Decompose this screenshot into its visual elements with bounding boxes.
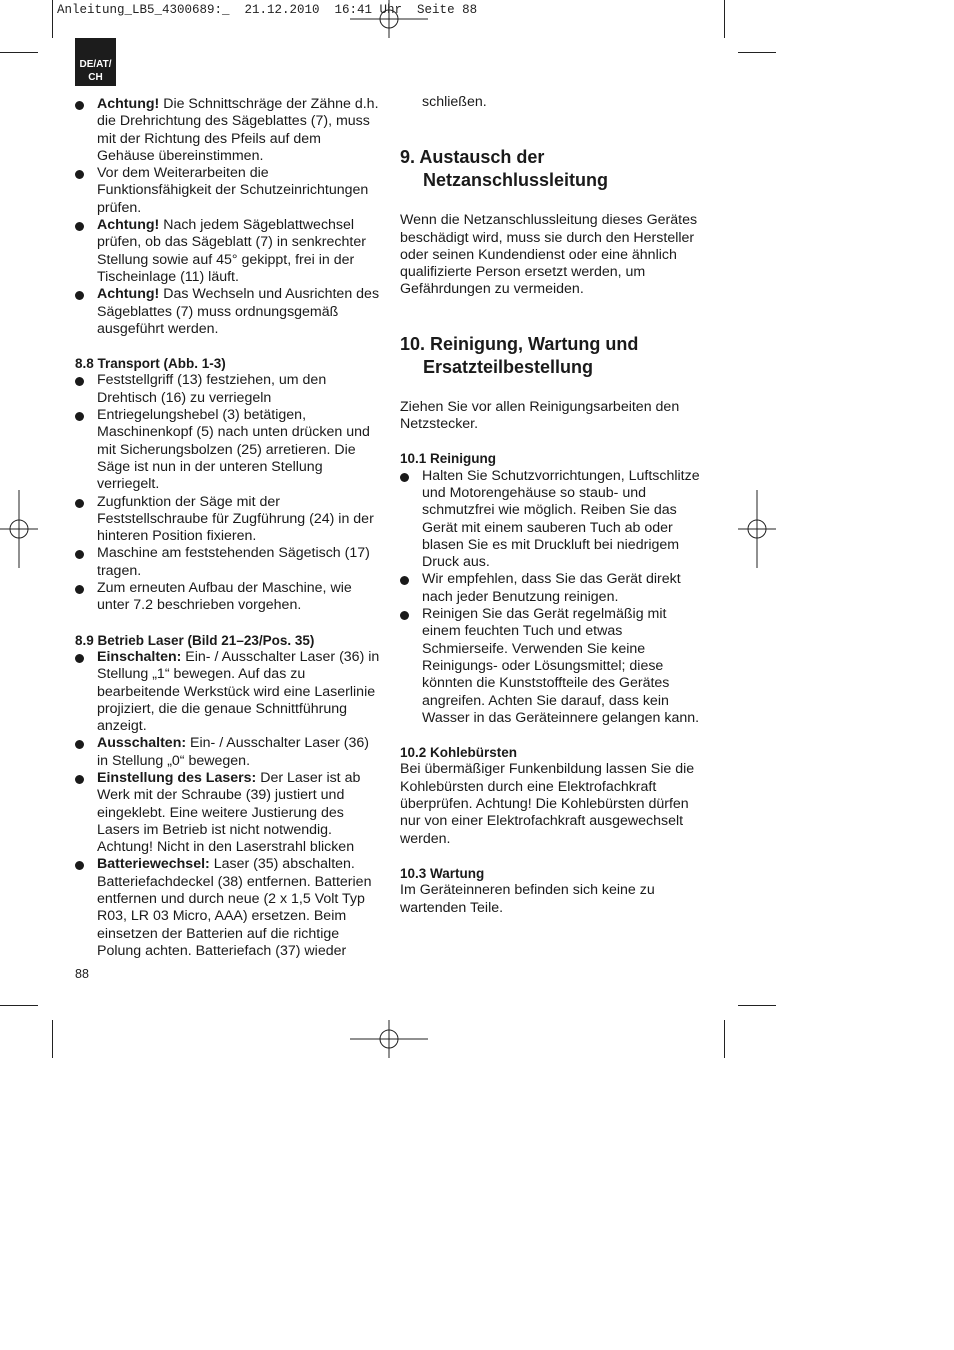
crop-mark	[724, 0, 725, 38]
crop-mark	[0, 52, 38, 53]
list-item: Wir empfehlen, dass Sie das Gerät direkt nach jeder Benutzung reinigen.	[400, 571, 705, 606]
list-item: Maschine am feststehenden Sägetisch (17) tragen.	[75, 545, 380, 580]
subheading-wartung: 10.3 Wartung	[400, 865, 485, 881]
continuation-text: schließen.	[422, 94, 487, 110]
list-item: Reinigen Sie das Gerät regelmäßig mit einem feuchten Tuch und etwas Schmierseife. Verwenden Sie keine Reinigungs- oder Lösungsmittel; diese könnten die Kunststoffteile des Gerätes angreifen. Achten Sie darauf, dass kein Wasser in das Geräteinnere gelangen kann.	[400, 606, 705, 727]
language-badge: DE/AT/ CH	[75, 38, 116, 86]
crop-mark	[738, 52, 776, 53]
left-column	[75, 96, 380, 960]
list-item: Vor dem Weiterarbeiten die Funktionsfähigkeit der Schutzeinrichtungen prüfen.	[75, 165, 380, 217]
list-item: Einstellung des Lasers: Der Laser ist ab Werk mit der Schraube (39) justiert und eingeklebt. Eine weitere Justierung des Lasers im Betrieb ist nicht notwendig. Achtung! Nicht in den Laserstrahl blicken	[75, 770, 380, 856]
safety-list	[75, 96, 380, 338]
list-item: Entriegelungshebel (3) betätigen, Maschinenkopf (5) nach unten drücken und mit Sicherungsbolzen (25) arretieren. Die Säge ist nun in der unteren Stellung verriegelt.	[75, 407, 380, 493]
registration-mark-icon	[350, 1020, 428, 1058]
heading-section-10: 10. Reinigung, Wartung und Ersatzteilbestellung	[400, 333, 639, 377]
page-number: 88	[75, 967, 89, 981]
list-item: Achtung! Nach jedem Sägeblattwechsel prüfen, ob das Sägeblatt (7) in senkrechter Stellung sowie auf 45° gekippt, frei in der Tischeinlage (11) läuft.	[75, 217, 380, 286]
subheading-reinigung: 10.1 Reinigung	[400, 451, 497, 467]
list-item: Zum erneuten Aufbau der Maschine, wie unter 7.2 beschrieben vorgehen.	[75, 580, 380, 615]
section-heading-transport: 8.8 Transport (Abb. 1-3)	[75, 356, 226, 372]
paragraph: Im Geräteinneren befinden sich keine zu wartenden Teile.	[400, 882, 655, 916]
paragraph: Bei übermäßiger Funkenbildung lassen Sie die Kohlebürsten durch eine Elektrofachkraft überprüfen. Achtung! Die Kohlebürsten dürfen nur von einer Elektrofachkraft ausgewechselt werden.	[400, 761, 695, 847]
subheading-kohlebuersten: 10.2 Kohlebürsten	[400, 745, 518, 761]
list-item: Halten Sie Schutzvorrichtungen, Luftschlitze und Motorengehäuse so staub- und schmutzfrei wie möglich. Reiben Sie das Gerät mit einem sauberen Tuch ab oder blasen Sie es mit Druckluft bei niedrigem Druck aus.	[400, 468, 705, 572]
crop-mark	[52, 1020, 53, 1058]
paragraph: Ziehen Sie vor allen Reinigungsarbeiten den Netzstecker.	[400, 398, 680, 433]
heading-section-9: 9. Austausch der Netzanschlussleitung	[400, 147, 609, 191]
paragraph: Wenn die Netzanschlussleitung dieses Gerätes beschädigt wird, muss sie durch den Hersteller oder seinen Kundendienst oder eine ähnlich qualifizierte Person ersetzt werden, um Gefährdungen zu vermeiden.	[400, 212, 698, 298]
laser-list	[75, 649, 380, 960]
list-item: Batteriewechsel: Laser (35) abschalten. Batteriefachdeckel (38) entfernen. Batterien entfernen und durch neue (2 x 1,5 Volt Typ R03, LR 03 Micro, AAA) ersetzen. Beim einsetzen der Batterien auf die richtige Polung achten. Batteriefach (37) wieder	[75, 856, 380, 960]
crop-mark	[738, 1005, 776, 1006]
list-item: Achtung! Das Wechseln und Ausrichten des Sägeblattes (7) muss ordnungsgemäß ausgeführt werden.	[75, 286, 380, 338]
cleaning-list	[400, 468, 705, 727]
registration-mark-icon	[0, 490, 38, 568]
section-heading-laser: 8.9 Betrieb Laser (Bild 21–23/Pos. 35)	[75, 632, 315, 648]
right-column	[400, 94, 705, 917]
crop-mark	[724, 1020, 725, 1058]
list-item: Feststellgriff (13) festziehen, um den Drehtisch (16) zu verriegeln	[75, 372, 380, 407]
list-item: Einschalten: Ein- / Ausschalter Laser (36) in Stellung „1“ bewegen. Auf das zu bearbeitende Werkstück wird eine Laserlinie projiziert, die die genaue Schnittführung anzeigt.	[75, 649, 380, 735]
list-item: Ausschalten: Ein- / Ausschalter Laser (36) in Stellung „0“ bewegen.	[75, 735, 380, 770]
list-item: Achtung! Die Schnittschräge der Zähne d.h. die Drehrichtung des Sägeblattes (7), muss mit der Richtung des Pfeils auf dem Gehäuse übereinstimmen.	[75, 96, 380, 165]
print-slug: Anleitung_LB5_4300689:_ 21.12.2010 16:41 Uhr Seite 88	[57, 3, 478, 17]
list-item: Zugfunktion der Säge mit der Feststellschraube für Zugführung (24) in der hinteren Position fixieren.	[75, 494, 380, 546]
crop-mark	[52, 0, 53, 38]
registration-mark-icon	[738, 490, 776, 568]
transport-list	[75, 372, 380, 614]
crop-mark	[0, 1005, 38, 1006]
